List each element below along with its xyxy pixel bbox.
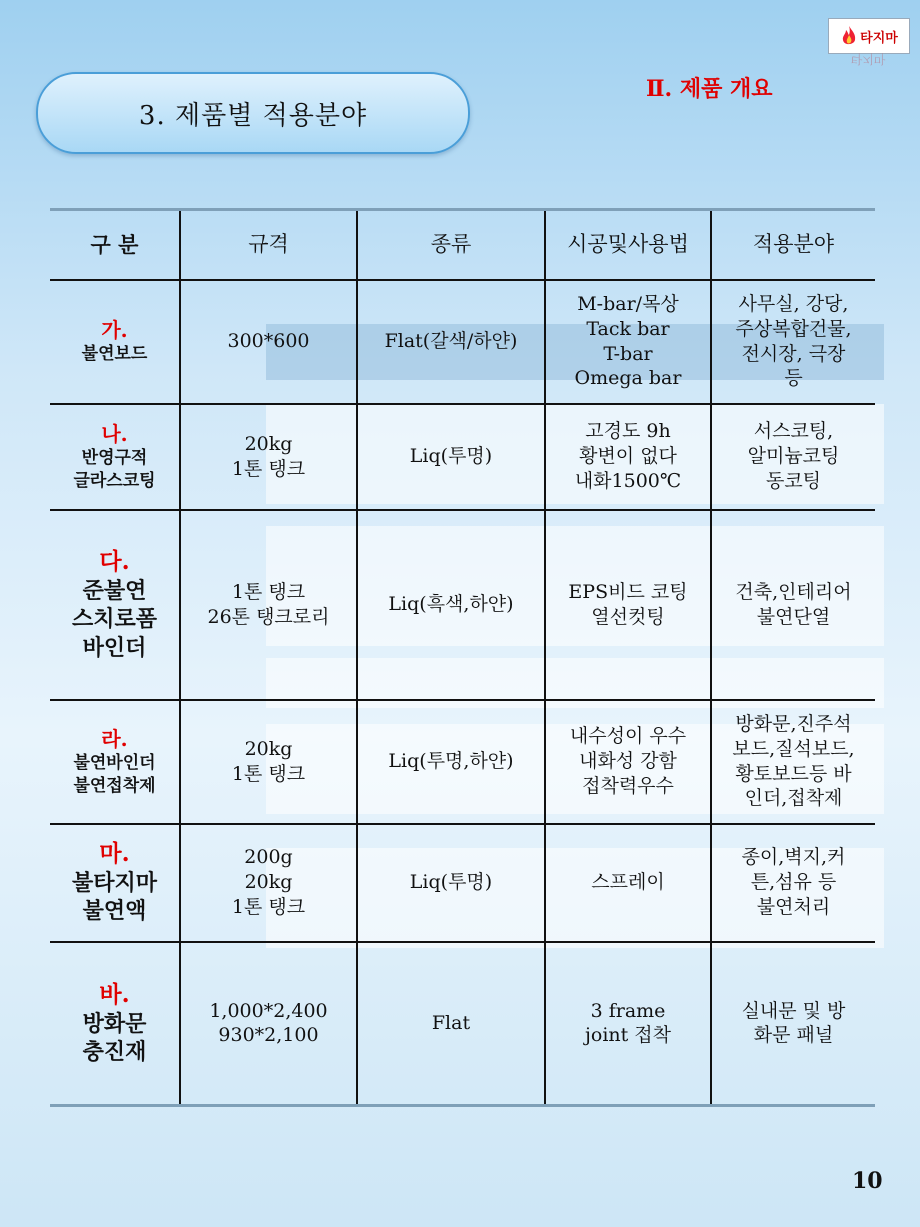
spec-line: 300*600 [227, 330, 310, 353]
method-line: 황변이 없다 [579, 445, 677, 468]
spec-cell [180, 404, 357, 510]
column-header: 시공및사용법 [545, 210, 711, 280]
application-line: 화문 패널 [753, 1024, 834, 1047]
row-name: 글라스코팅 [73, 470, 156, 491]
table-row [50, 942, 875, 1106]
method-line: 내화성 강함 [579, 750, 677, 773]
row-key: 가. [101, 318, 128, 343]
type-cell [357, 280, 545, 404]
spec-line: 20kg [244, 737, 293, 760]
application-cell [711, 280, 875, 404]
spec-cell [180, 280, 357, 404]
flame-icon [840, 25, 858, 47]
spec-cell [180, 510, 357, 700]
method-cell [545, 942, 711, 1106]
section-title: 3. 제품별 적용분야 [138, 100, 368, 131]
row-key: 라. [101, 727, 128, 752]
spec-line: 20kg [244, 432, 293, 455]
spec-cell [180, 700, 357, 824]
row-label-cell [50, 280, 180, 404]
method-line: 스프레이 [591, 871, 665, 894]
product-application-table [50, 208, 875, 1107]
row-label-cell [50, 700, 180, 824]
table-row [50, 404, 875, 510]
column-header: 규격 [180, 210, 357, 280]
row-name: 불연바인더 [73, 753, 156, 774]
method-line: EPS비드 코팅 [568, 580, 688, 603]
chapter-label: Ⅱ. 제품 개요 [646, 76, 773, 102]
column-header: 구 분 [90, 232, 139, 258]
application-line: 종이,벽지,커 [741, 846, 846, 869]
row-name: 불연접착제 [73, 775, 156, 796]
application-cell [711, 700, 875, 824]
table-row [50, 824, 875, 942]
row-key: 다. [99, 547, 130, 575]
application-line: 실내문 및 방 [741, 999, 846, 1022]
type-cell [357, 824, 545, 942]
method-line: Tack bar [586, 317, 670, 340]
row-name: 방화문 [82, 1010, 147, 1037]
method-cell [545, 824, 711, 942]
spec-line: 1톤 탱크 [231, 895, 306, 918]
column-header: 적용분야 [711, 210, 875, 280]
row-name: 반영구적 [81, 448, 148, 469]
application-line: 불연단열 [756, 605, 831, 628]
application-line: 알미늄코팅 [747, 445, 840, 468]
table-row [50, 280, 875, 404]
application-line: 인더,접착제 [744, 787, 843, 810]
method-cell [545, 510, 711, 700]
method-line: M-bar/목상 [577, 293, 679, 316]
spec-cell [180, 942, 357, 1106]
row-name: 불타지마 [71, 869, 157, 896]
spec-line: 1톤 탱크 [231, 580, 306, 603]
row-label-cell [50, 824, 180, 942]
spec-line: 26톤 탱크로리 [207, 605, 330, 628]
application-line: 등 [784, 367, 803, 390]
application-line: 튼,섬유 등 [750, 871, 837, 894]
method-line: 내수성이 우수 [569, 725, 687, 748]
type-cell [357, 404, 545, 510]
row-name: 준불연 [82, 577, 147, 604]
type-line: Flat [431, 1011, 471, 1034]
spec-line: 1톤 탱크 [231, 762, 306, 785]
application-cell [711, 510, 875, 700]
method-line: 열선컷팅 [591, 605, 665, 628]
application-line: 건축,인테리어 [735, 580, 852, 603]
logo-reflection: 타지마 [850, 52, 886, 66]
table-header-row [50, 210, 875, 280]
brand-logo [828, 18, 910, 54]
method-line: 고경도 9h [585, 420, 671, 443]
method-line: joint 접착 [584, 1024, 672, 1047]
spec-line: 1,000*2,400 [209, 999, 328, 1022]
row-key: 마. [99, 839, 130, 867]
spec-line: 200g [244, 846, 293, 869]
spec-line: 930*2,100 [218, 1024, 319, 1047]
application-cell [711, 824, 875, 942]
application-line: 전시장, 극장 [741, 342, 846, 365]
application-line: 보드,질석보드, [732, 737, 855, 760]
row-name: 스치로폼 [71, 606, 157, 633]
spec-cell [180, 824, 357, 942]
table-row [50, 700, 875, 824]
spec-line: 20kg [244, 871, 293, 894]
row-name: 불연보드 [81, 344, 148, 365]
type-line: Liq(투명,하얀) [388, 750, 514, 773]
application-line: 서스코팅, [753, 420, 834, 443]
type-line: Flat(갈색/하얀) [384, 330, 518, 353]
application-line: 불연처리 [756, 895, 831, 918]
method-cell [545, 280, 711, 404]
row-key: 바. [99, 980, 130, 1008]
column-header: 종류 [357, 210, 545, 280]
row-name: 바인더 [82, 634, 147, 661]
application-line: 주상복합건물, [735, 317, 852, 340]
method-cell [545, 700, 711, 824]
type-cell [357, 942, 545, 1106]
application-line: 동코팅 [765, 469, 822, 492]
type-line: Liq(투명) [409, 871, 493, 894]
product-table-container [50, 208, 875, 1107]
type-line: Liq(투명) [409, 445, 493, 468]
row-label-cell [50, 942, 180, 1106]
table-row [50, 510, 875, 700]
method-line: 3 frame [590, 999, 666, 1022]
row-name: 충진재 [82, 1039, 147, 1066]
method-cell [545, 404, 711, 510]
method-line: 접착력우수 [582, 774, 674, 797]
method-line: 내화1500℃ [574, 469, 682, 492]
application-cell [711, 404, 875, 510]
type-line: Liq(흑색,하얀) [388, 593, 514, 616]
application-line: 황토보드등 바 [735, 762, 852, 785]
section-title-pill [36, 72, 470, 154]
row-key: 나. [101, 422, 128, 447]
type-cell [357, 510, 545, 700]
application-line: 사무실, 강당, [738, 293, 849, 316]
row-label-cell [50, 510, 180, 700]
page-number: 10 [852, 1168, 883, 1194]
spec-line: 1톤 탱크 [231, 457, 306, 480]
type-cell [357, 700, 545, 824]
method-line: T-bar [603, 342, 653, 365]
row-name: 불연액 [82, 898, 147, 925]
application-line: 방화문,진주석 [735, 713, 852, 736]
application-cell [711, 942, 875, 1106]
method-line: Omega bar [574, 367, 682, 390]
logo-text: 타지마 [860, 30, 898, 46]
row-label-cell [50, 404, 180, 510]
